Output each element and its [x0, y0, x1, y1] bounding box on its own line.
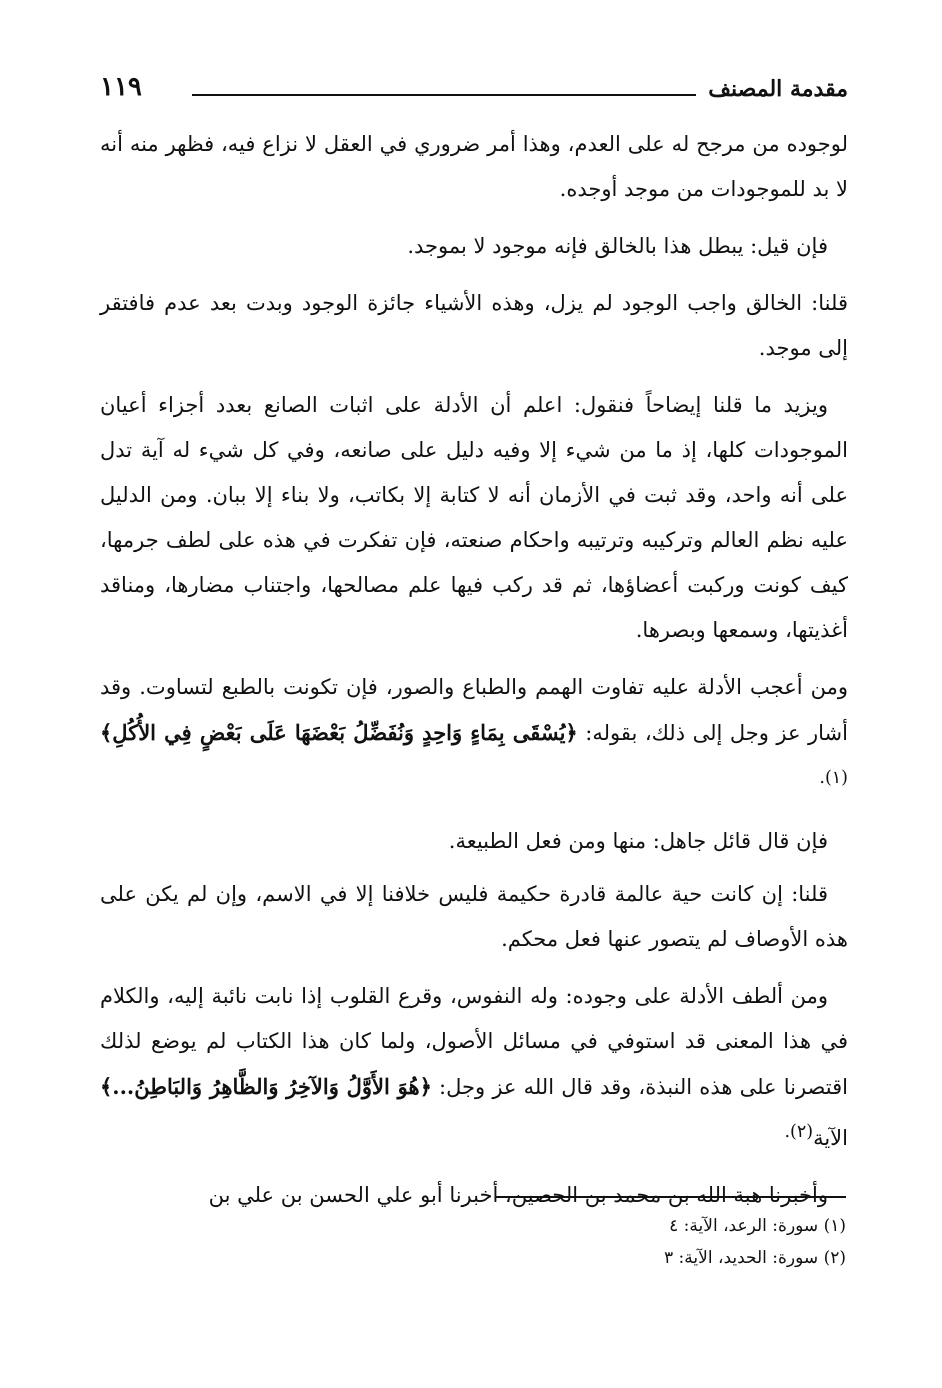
page-header [100, 72, 848, 106]
footnote-rule [496, 1196, 846, 1198]
quran-verse-2: ﴿هُوَ الأَوَّلُ وَالآخِرُ وَالظَّاهِرُ وَالبَاطِنُ...﴾ [100, 1074, 432, 1099]
paragraph-5 [100, 665, 848, 807]
paragraph-9: وأخبرنا هبة الله بن محمد بن الحصين، أخبرنا أبو علي الحسن بن علي بن [208, 1183, 828, 1207]
paragraph-4: ويزيد ما قلنا إيضاحاً فنقول: اعلم أن الأدلة على اثبات الصانع بعدد أجزاء أعيان الموجودات كلها، إذ ما من شيء إلا وفيه دليل على صانعه، وفي كل شيء له آية تدل على أنه واحد، وقد ثبت في الأزمان أنه لا كتابة إلا بكاتب، ولا بناء إلا ببان. ومن الدليل عليه نظم العالم وتركيبه وترتيبه واحكام صنعته، فإن تفكرت في هذه على لطف جرمها، كيف كونت وركبت أعضاؤها، ثم قد ركب فيها علم مصالحها، واجتناب مضارها، ومناقد أغذيتها، وسمعها وبصرها. [100, 393, 848, 642]
paragraph-7: قلنا: إن كانت حية عالمة قادرة حكيمة فليس خلافنا إلا في الاسم، وإن لم يكن على هذه الأوصاف لم يتصور عنها فعل محكم. [100, 882, 848, 951]
paragraph-6: فإن قال قائل جاهل: منها ومن فعل الطبيعة. [448, 829, 828, 853]
verse-label: الآية [813, 1126, 848, 1150]
footnote-ref-2: (٢). [784, 1122, 814, 1142]
header-rule [192, 94, 696, 96]
main-text [100, 122, 848, 1230]
paragraph-5-text: ومن أعجب الأدلة عليه تفاوت الهمم والطباع والصور، فإن تكونت بالطبع لتساوت. وقد أشار عز وجل إلى ذلك، بقوله: [100, 675, 848, 745]
footnote-2: (٢) سورة: الحديد، الآية: ٣ [664, 1248, 846, 1268]
paragraph-8 [100, 974, 848, 1161]
footnote-1: (١) سورة: الرعد، الآية: ٤ [669, 1216, 846, 1236]
paragraph-8-text: ومن ألطف الأدلة على وجوده: وله النفوس، وقرع القلوب إذا نابت نائبة إليه، والكلام في هذا المعنى قد استوفي في مسائل الأصول، ولما كان هذا الكتاب لم يوضع لذلك اقتصرنا على هذه النبذة، وقد قال الله عز وجل: [100, 984, 848, 1099]
running-title: مقدمة المصنف [708, 76, 848, 102]
footnote-ref-1: (١). [819, 768, 848, 788]
paragraph-2: فإن قيل: يبطل هذا بالخالق فإنه موجود لا بموجد. [407, 234, 828, 258]
paragraph-1: لوجوده من مرجح له على العدم، وهذا أمر ضروري في العقل لا نزاع فيه، فظهر منه أنه لا بد للموجودات من موجد أوجده. [100, 132, 848, 201]
quran-verse-1: ﴿يُسْقَى بِمَاءٍ وَاحِدٍ وَنُفَضِّلُ بَعْضَهَا عَلَى بَعْضٍ فِي الأُكُلِ﴾ [100, 720, 578, 745]
page-number: ١١٩ [100, 72, 142, 102]
paragraph-3: قلنا: الخالق واجب الوجود لم يزل، وهذه الأشياء جائزة الوجود وبدت بعد عدم فافتقر إلى موجد. [100, 291, 848, 360]
footnotes [346, 1210, 846, 1274]
